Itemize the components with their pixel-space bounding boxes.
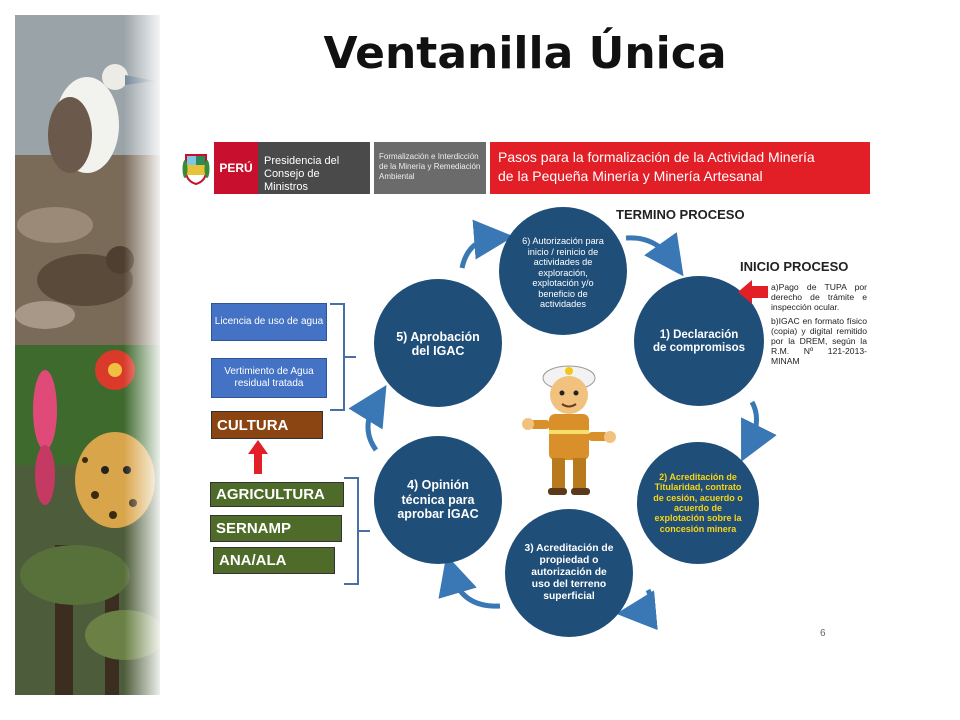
inicio-proceso-label: INICIO PROCESO bbox=[740, 259, 849, 274]
office-label: Formalización e Interdicción de la Minería y Remediación Ambiental bbox=[374, 142, 486, 194]
connector-arrow-1-2 bbox=[750, 402, 757, 444]
connector-arrow-3-4 bbox=[452, 574, 500, 606]
licencia-agua-box: Licencia de uso de agua bbox=[211, 303, 327, 341]
peru-label: PERÚ bbox=[214, 142, 258, 194]
banner-heading-line1: Pasos para la formalización de la Actividad Minería bbox=[498, 149, 815, 165]
termino-proceso-label: TERMINO PROCESO bbox=[616, 207, 745, 222]
step-4-text: 4) Opinión técnica para aprobar IGAC bbox=[397, 478, 479, 522]
inicio-note-b: b)IGAC en formato físico (copia) y digital remitido por la DREM, según la R.M. Nº 121-2013-MINAM bbox=[771, 315, 867, 367]
step-3-text: 3) Acreditación de propiedad o autorización de uso del terreno superficial bbox=[524, 543, 614, 602]
ana-ala-box: ANA/ALA bbox=[213, 547, 335, 574]
banner-heading-line2: de la Pequeña Minería y Minería Artesanal bbox=[498, 168, 763, 184]
vertimiento-agua-box: Vertimiento de Agua residual tratada bbox=[211, 358, 327, 398]
step-1-text: 1) Declaración de compromisos bbox=[652, 328, 746, 354]
slide-title: Ventanilla Única bbox=[323, 28, 727, 79]
sernamp-box: SERNAMP bbox=[210, 515, 342, 542]
miner-cartoon-icon bbox=[522, 366, 616, 495]
inicio-note-a: a)Pago de TUPA por derecho de trámite e inspección ocular. bbox=[771, 282, 867, 313]
step-6-text: 6) Autorización para inicio / reinicio de actividades de exploración, explotación y/o beneficio de actividades bbox=[522, 235, 604, 310]
connector-arrow-2-3 bbox=[636, 590, 651, 612]
step-2-text: 2) Acreditación de Titularidad, contrato de cesión, acuerdo o acuerdo de explotación sobre la concesión minera bbox=[653, 471, 743, 534]
connector-arrow-6-1 bbox=[626, 238, 672, 260]
up-arrow bbox=[248, 440, 268, 474]
bracket-agua bbox=[330, 304, 356, 410]
pcm-label: Presidencia del Consejo de Ministros bbox=[258, 142, 370, 194]
page-number: 6 bbox=[820, 628, 826, 639]
inicio-notes bbox=[771, 282, 867, 370]
cultura-box: CULTURA bbox=[211, 411, 323, 439]
bracket-institutions bbox=[344, 478, 370, 584]
connector-arrow-5-6 bbox=[462, 238, 494, 268]
agricultura-box: AGRICULTURA bbox=[210, 482, 344, 507]
connector-arrow-4-5 bbox=[368, 402, 376, 450]
step-5-text: 5) Aprobación del IGAC bbox=[396, 329, 480, 358]
